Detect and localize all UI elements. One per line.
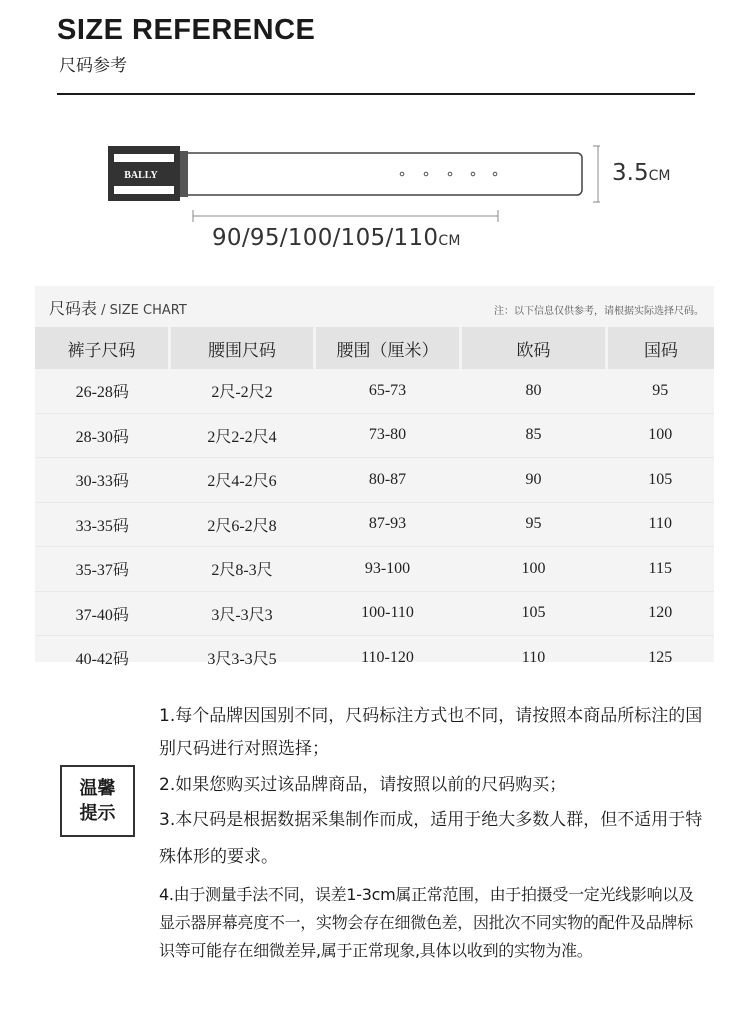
table-cell: 80-87: [315, 458, 461, 503]
table-cell: 30-33码: [35, 458, 170, 503]
size-chart-title-en: SIZE CHART: [109, 303, 187, 318]
table-row: [35, 591, 714, 636]
table-cell: 110-120: [315, 636, 461, 680]
table-header-row: [35, 327, 714, 369]
tips-list: [159, 700, 704, 965]
size-chart-title-cn: 尺码表: [49, 299, 98, 318]
table-cell: 2尺4-2尺6: [170, 458, 315, 503]
table-cell: 115: [607, 547, 715, 592]
column-header: 腰围尺码: [170, 327, 315, 369]
table-cell: 73-80: [315, 413, 461, 458]
table-cell: 95: [461, 502, 607, 547]
belt-length-label: [212, 225, 461, 251]
table-cell: 26-28码: [75, 384, 129, 402]
table-row: [35, 636, 714, 680]
table-cell: 2尺6-2尺8: [170, 502, 315, 547]
table-cell: 2尺2-2尺4: [170, 413, 315, 458]
size-chart-panel: [35, 286, 714, 669]
tip-item: 4.由于测量手法不同，误差1-3cm属正常范围，由于拍摄受一定光线影响以及显示器屏幕亮度不一，实物会存在细微色差，因批次不同实物的配件及品牌标识等可能存在细微差异,属于正常现象,具体以收到的实物为准。: [159, 885, 694, 960]
column-header: 腰围（厘米）: [315, 327, 461, 369]
table-cell: 65-73: [368, 381, 407, 399]
belt-width-value: 3.5: [612, 160, 649, 186]
table-cell: 33-35码: [35, 502, 170, 547]
belt-length-unit: CM: [438, 233, 461, 249]
page-title: SIZE REFERENCE: [57, 14, 316, 46]
size-chart-title: [49, 296, 187, 319]
table-cell: 105: [607, 458, 715, 503]
table-cell: 3尺3-3尺5: [170, 636, 315, 680]
column-header: 国码: [607, 327, 715, 369]
tip-item: 1.每个品牌因国别不同，尺码标注方式也不同，请按照本商品所标注的国别尺码进行对照选择；: [159, 706, 703, 759]
table-cell: 100-110: [315, 591, 461, 636]
page-subtitle: 尺码参考: [59, 56, 127, 76]
belt-length-value: 90/95/100/105/110: [212, 225, 439, 251]
table-cell: 105: [461, 591, 607, 636]
tips-label-line1: 温馨: [79, 778, 116, 799]
size-chart-title-separator: /: [97, 303, 110, 318]
table-cell: 2尺8-3尺: [170, 547, 315, 592]
table-cell: 2尺-2尺2: [211, 384, 273, 402]
table-row: [35, 547, 714, 592]
table-cell: 120: [607, 591, 715, 636]
table-cell: 110: [461, 636, 607, 680]
table-cell: 28-30码: [35, 413, 170, 458]
column-header: 欧码: [461, 327, 607, 369]
table-cell: 95: [652, 381, 669, 399]
column-header: 裤子尺码: [35, 327, 170, 369]
table-cell: 87-93: [315, 502, 461, 547]
table-cell: 35-37码: [35, 547, 170, 592]
table-row: [35, 369, 714, 413]
table-cell: 110: [607, 502, 715, 547]
table-cell: 100: [461, 547, 607, 592]
table-row: [35, 502, 714, 547]
table-row: [35, 458, 714, 503]
tips-label-box: [60, 765, 135, 837]
table-row: [35, 413, 714, 458]
size-chart-note: 注：以下信息仅供参考，请根据实际选择尺码。: [494, 306, 704, 317]
size-table: [35, 327, 714, 680]
belt-strap: [182, 153, 582, 195]
table-cell: 80: [525, 381, 542, 399]
table-cell: 93-100: [315, 547, 461, 592]
belt-width-label: [612, 160, 670, 186]
tip-item: 3.本尺码是根据数据采集制作而成，适用于绝大多数人群，但不适用于特殊体形的要求。: [159, 810, 703, 867]
belt-illustration: [100, 140, 600, 225]
belt-width-unit: CM: [648, 168, 671, 184]
tip-item: 2.如果您购买过该品牌商品，请按照以前的尺码购买；: [159, 775, 567, 795]
table-cell: 85: [461, 413, 607, 458]
table-cell: 100: [607, 413, 715, 458]
table-cell: 40-42码: [35, 636, 170, 680]
tips-label-line2: 提示: [79, 803, 116, 824]
buckle-logo: BALLY: [124, 170, 158, 181]
header-divider: [57, 93, 695, 95]
table-cell: 90: [461, 458, 607, 503]
table-cell: 3尺-3尺3: [170, 591, 315, 636]
table-cell: 37-40码: [35, 591, 170, 636]
table-cell: 125: [607, 636, 715, 680]
